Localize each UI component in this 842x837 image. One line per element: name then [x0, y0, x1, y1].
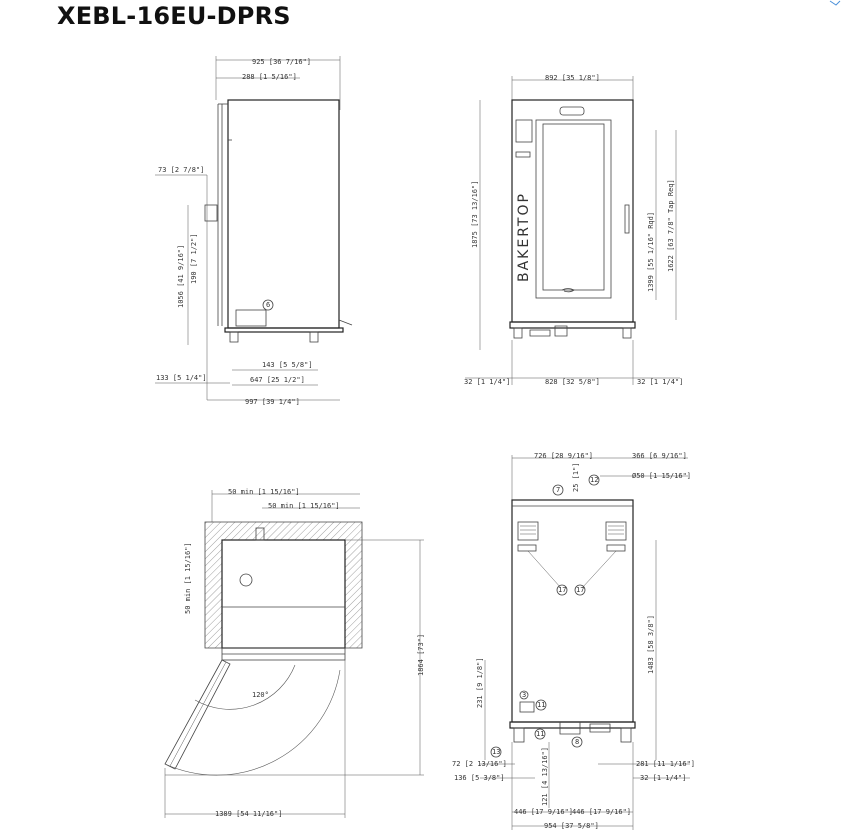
- rear-dim-72: 72 [2 13/16"]: [452, 760, 507, 768]
- side-dim-647: 647 [25 1/2"]: [250, 376, 305, 384]
- plan-dim-left-50: 50 min [1 15/16"]: [184, 542, 192, 614]
- side-dim-288: 288 [1 5/16"]: [242, 73, 297, 81]
- page-title: XEBL-16EU-DPRS: [57, 2, 291, 30]
- rear-view: [452, 452, 695, 830]
- front-dim-892: 892 [35 1/8"]: [545, 74, 600, 82]
- rear-dim-dia50: Ø50 [1 15/16"]: [632, 472, 692, 480]
- plan-dim-1864: 1864 [73"]: [417, 633, 425, 676]
- front-dim-32-right: 32 [1 1/4"]: [637, 378, 684, 386]
- rear-callout-7: 7: [556, 486, 561, 494]
- rear-dim-1483: 1483 [58 3/8"]: [647, 614, 655, 674]
- rear-callout-12: 12: [590, 476, 599, 484]
- side-dim-143: 143 [5 5/8"]: [262, 361, 313, 369]
- rear-dim-726: 726 [28 9/16"]: [534, 452, 594, 460]
- rear-callout-13: 13: [492, 748, 501, 756]
- rear-callout-17a: 17: [558, 586, 567, 594]
- front-brand: BAKERTOP: [516, 192, 532, 282]
- plan-dim-1389: 1389 [54 11/16"]: [215, 810, 283, 818]
- rear-callout-8: 8: [575, 738, 580, 746]
- rear-dim-281: 281 [11 1/16"]: [636, 760, 696, 768]
- side-dim-997: 997 [39 1/4"]: [245, 398, 300, 406]
- rear-callout-3: 3: [522, 691, 527, 699]
- rear-dim-121: 121 [4 13/16"]: [541, 746, 549, 806]
- rear-callout-11a: 11: [537, 701, 546, 709]
- front-dim-1622: 1622 [63 7/8" Tap Req]: [667, 179, 675, 272]
- rear-callout-17b: 17: [576, 586, 585, 594]
- plan-view: [165, 488, 425, 818]
- rear-dim-136: 136 [5 3/8"]: [454, 774, 505, 782]
- side-dim-1056: 1056 [41 9/16"]: [177, 244, 185, 308]
- rear-dim-25: 25 [1"]: [572, 462, 580, 492]
- rear-dim-366: 366 [6 9/16"]: [632, 452, 687, 460]
- plan-dim-50-b: 50 min [1 15/16"]: [268, 502, 340, 510]
- front-dim-1399: 1399 [55 1/16" Rqd]: [647, 211, 655, 292]
- front-dim-828: 828 [32 5/8"]: [545, 378, 600, 386]
- side-view: [155, 56, 352, 406]
- side-dim-133: 133 [5 1/4"]: [156, 374, 207, 382]
- front-dim-1875: 1875 [73 13/16"]: [471, 180, 479, 248]
- front-dim-32-left: 32 [1 1/4"]: [464, 378, 511, 386]
- plan-angle-label: 120°: [252, 691, 269, 699]
- rear-dim-32: 32 [1 1/4"]: [640, 774, 687, 782]
- rear-dim-446-b: 446 [17 9/16"]: [572, 808, 632, 816]
- front-view: [464, 74, 683, 386]
- rear-dim-231: 231 [9 1/8"]: [476, 657, 484, 708]
- side-dim-73: 73 [2 7/8"]: [158, 166, 205, 174]
- plan-dim-50-a: 50 min [1 15/16"]: [228, 488, 300, 496]
- side-dim-190: 190 [7 1/2"]: [190, 233, 198, 284]
- rear-dim-446-a: 446 [17 9/16"]: [514, 808, 574, 816]
- side-dim-925: 925 [36 7/16"]: [252, 58, 312, 66]
- rear-callout-11b: 11: [536, 730, 545, 738]
- side-callout-6: 6: [266, 301, 271, 309]
- rear-dim-954: 954 [37 5/8"]: [544, 822, 599, 830]
